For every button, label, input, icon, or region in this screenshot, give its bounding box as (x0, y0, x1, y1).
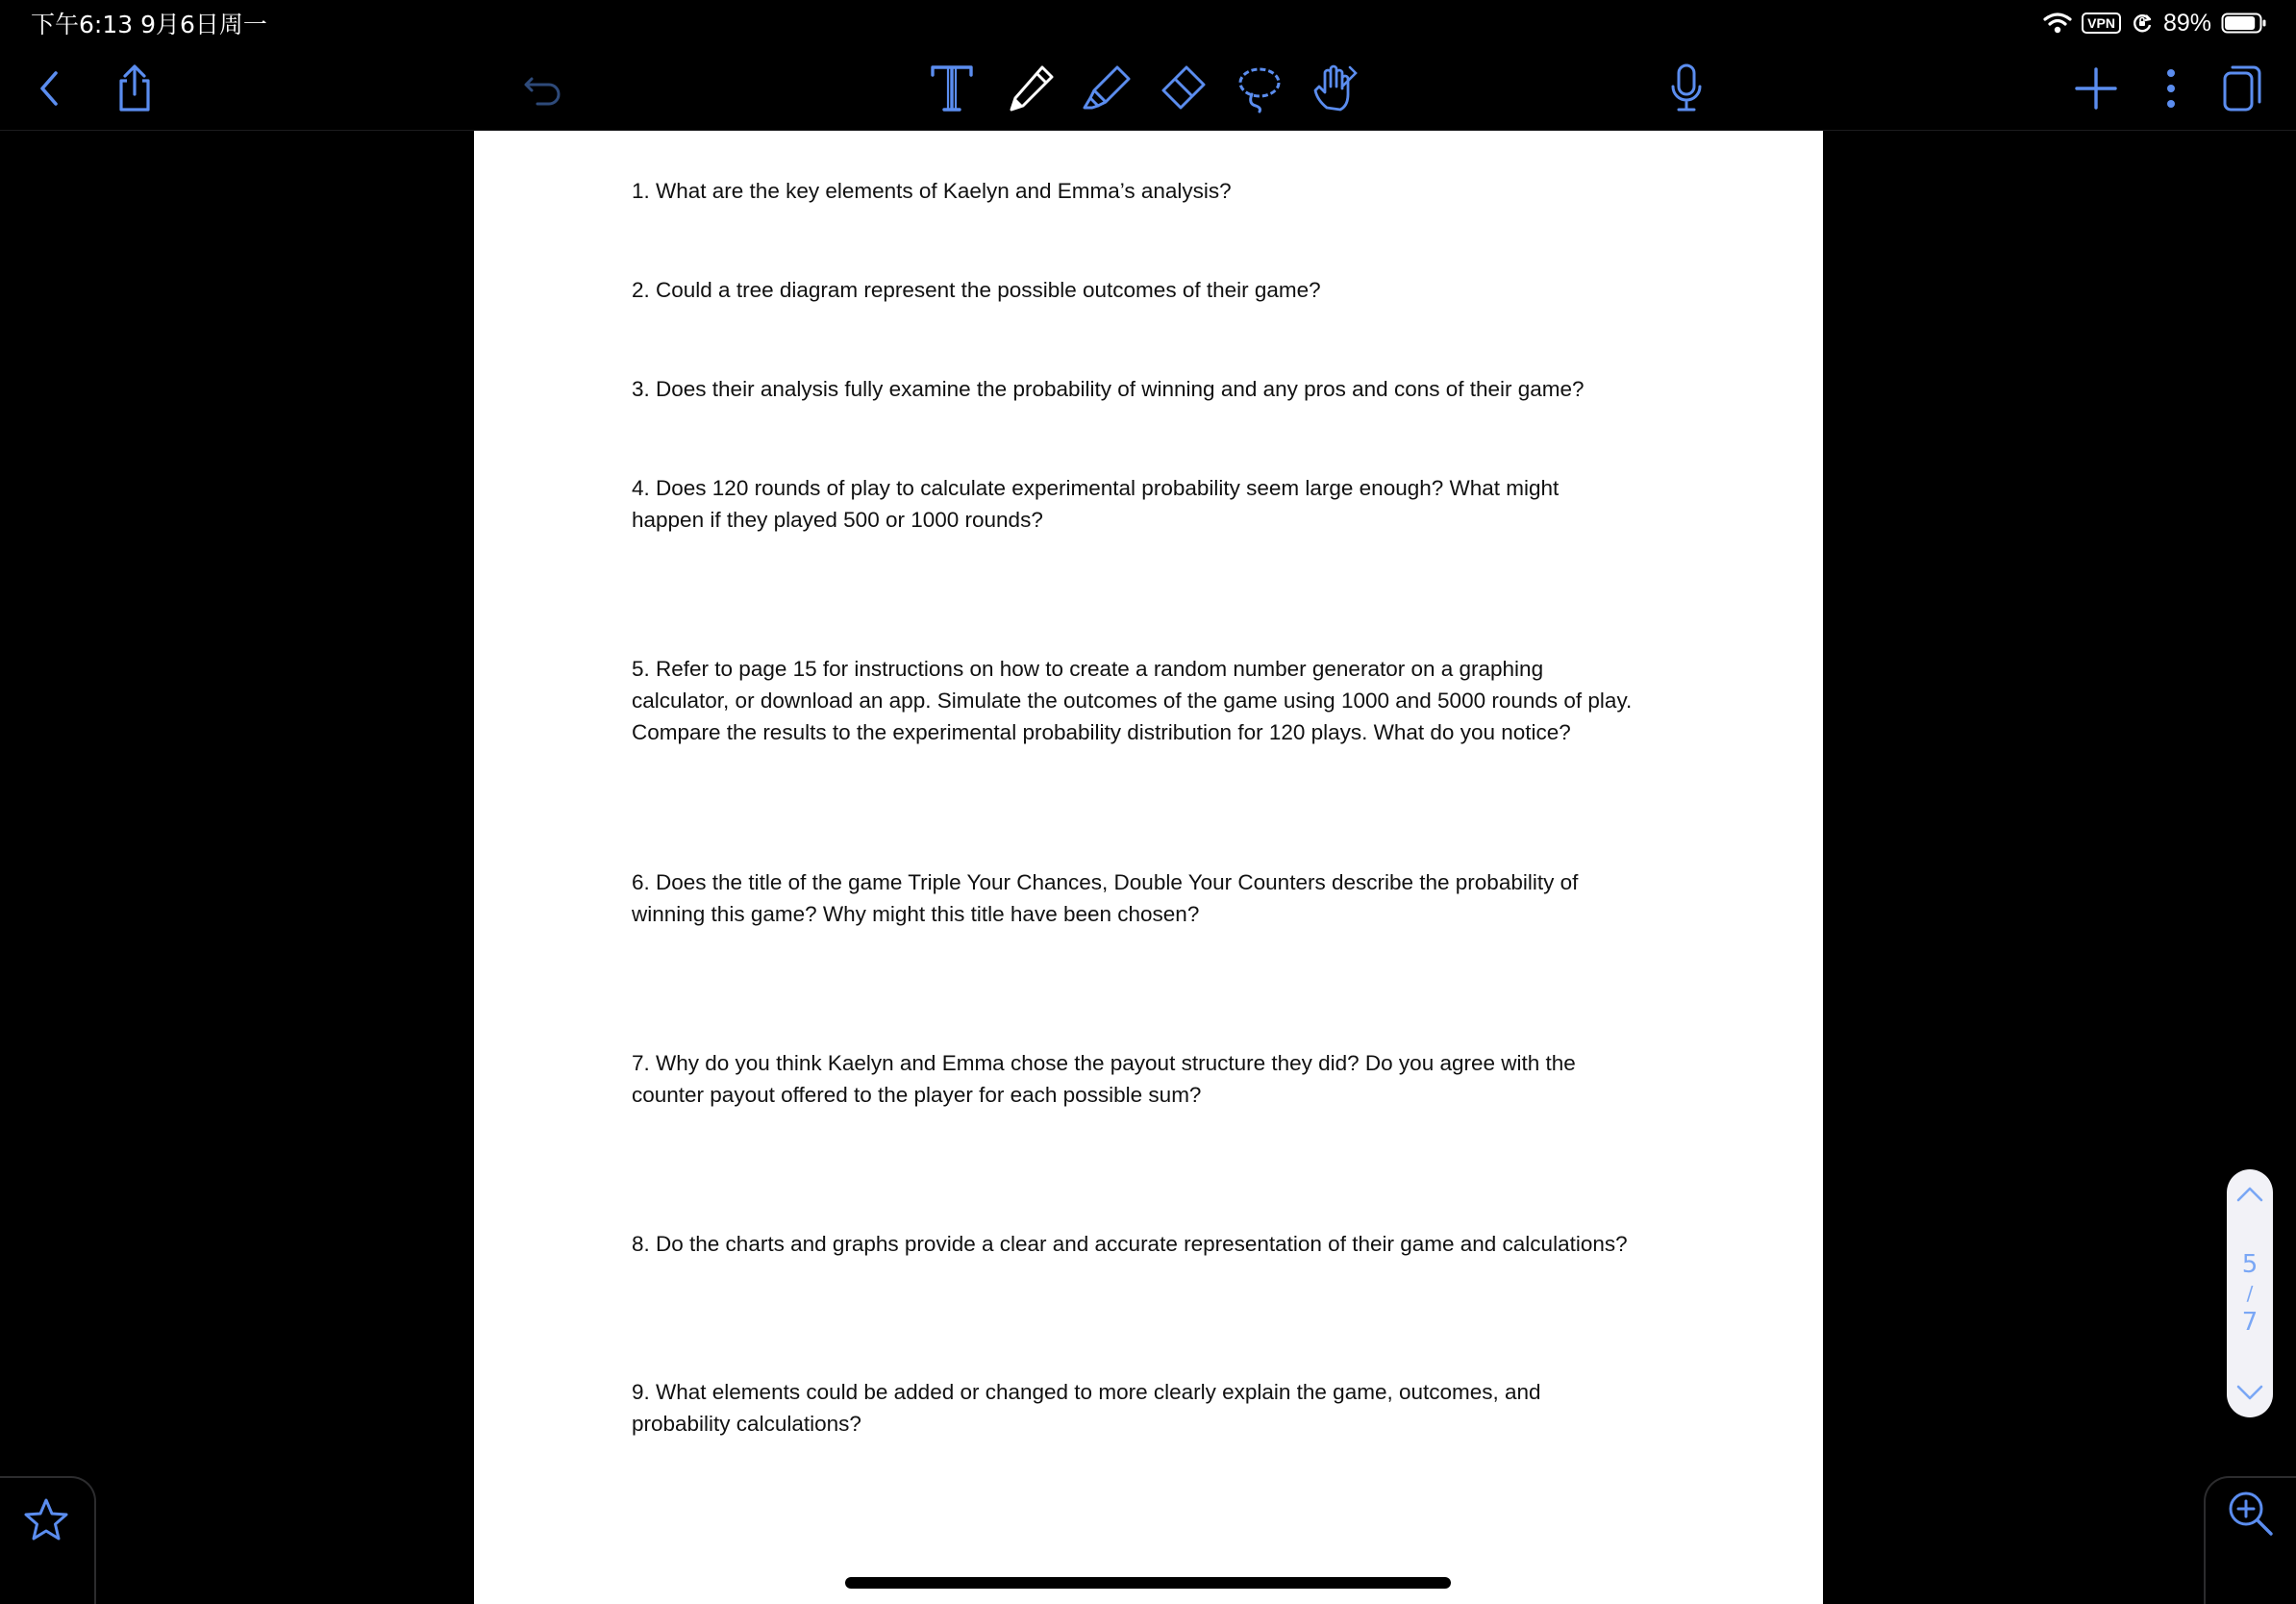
back-icon[interactable] (19, 58, 81, 119)
microphone-icon[interactable] (1656, 58, 1717, 119)
question-line: 7. Why do you think Kaelyn and Emma chose the payout structure they did? Do you agree with the (632, 1051, 1576, 1075)
question-line: 3. Does their analysis fully examine the probability of winning and any pros and cons of their game? (632, 377, 1585, 401)
highlighter-tool-icon[interactable] (1077, 58, 1138, 119)
pen-tool-icon[interactable] (1000, 58, 1061, 119)
bottom-left-panel (0, 1476, 96, 1604)
undo-icon[interactable] (512, 58, 574, 119)
battery-icon (2221, 12, 2267, 35)
question-line: calculator, or download an app. Simulate the outcomes of the game using 1000 and 5000 rounds of play. (632, 689, 1633, 713)
question-line: Compare the results to the experimental probability distribution for 120 plays. What do you notice? (632, 720, 1571, 744)
favorite-star-icon[interactable] (20, 1494, 72, 1546)
question-line: 6. Does the title of the game Triple Your Chances, Double Your Counters describe the probability of (632, 870, 1579, 894)
bottom-right-panel (2204, 1476, 2296, 1604)
question-4 (632, 472, 1699, 536)
question-6 (632, 866, 1699, 930)
question-line: 9. What elements could be added or changed to more clearly explain the game, outcomes, and (632, 1380, 1541, 1404)
total-page-count: 7 (2241, 1308, 2259, 1337)
more-icon[interactable] (2140, 58, 2202, 119)
question-line: winning this game? Why might this title have been chosen? (632, 902, 1200, 926)
status-time-date: 下午6:13 9月6日周一 (31, 11, 267, 38)
orientation-lock-icon (2131, 12, 2154, 35)
question-line: probability calculations? (632, 1412, 861, 1436)
pages-icon[interactable] (2211, 58, 2273, 119)
lasso-tool-icon[interactable] (1229, 58, 1290, 119)
toolbar (0, 48, 2296, 131)
battery-percent: 89% (2162, 9, 2211, 37)
question-line: 1. What are the key elements of Kaelyn and Emma’s analysis? (632, 179, 1232, 203)
next-page-chevron-down-icon[interactable] (2227, 1373, 2273, 1412)
wifi-icon (2043, 12, 2072, 35)
question-line: happen if they played 500 or 1000 rounds? (632, 508, 1043, 532)
question-2 (632, 274, 1699, 306)
page-separator: / (2246, 1282, 2254, 1305)
vpn-badge: VPN (2082, 13, 2121, 34)
current-page-number: 5 (2241, 1250, 2259, 1279)
question-8 (632, 1228, 1699, 1260)
question-1 (632, 175, 1699, 207)
status-bar (0, 0, 2296, 44)
add-icon[interactable] (2065, 58, 2127, 119)
question-3 (632, 373, 1699, 405)
text-tool-icon[interactable] (921, 58, 983, 119)
page-navigator (2227, 1169, 2273, 1417)
share-icon[interactable] (104, 58, 165, 119)
page-counter (2242, 1214, 2259, 1373)
question-line: 8. Do the charts and graphs provide a clear and accurate representation of their game and calculations? (632, 1232, 1628, 1256)
question-9 (632, 1376, 1699, 1440)
hand-pointer-tool-icon[interactable] (1304, 58, 1365, 119)
status-indicators (2043, 8, 2267, 38)
question-line: 2. Could a tree diagram represent the possible outcomes of their game? (632, 278, 1321, 302)
question-line: counter payout offered to the player for each possible sum? (632, 1083, 1202, 1107)
zoom-in-icon[interactable] (2225, 1488, 2277, 1540)
question-5 (632, 653, 1699, 748)
eraser-tool-icon[interactable] (1152, 58, 1213, 119)
question-7 (632, 1047, 1699, 1111)
document-page[interactable] (474, 131, 1823, 1604)
question-line: 4. Does 120 rounds of play to calculate experimental probability seem large enough? What might (632, 476, 1560, 500)
home-indicator[interactable] (845, 1577, 1451, 1589)
previous-page-chevron-up-icon[interactable] (2227, 1175, 2273, 1214)
question-line: 5. Refer to page 15 for instructions on how to create a random number generator on a graphing (632, 657, 1544, 681)
